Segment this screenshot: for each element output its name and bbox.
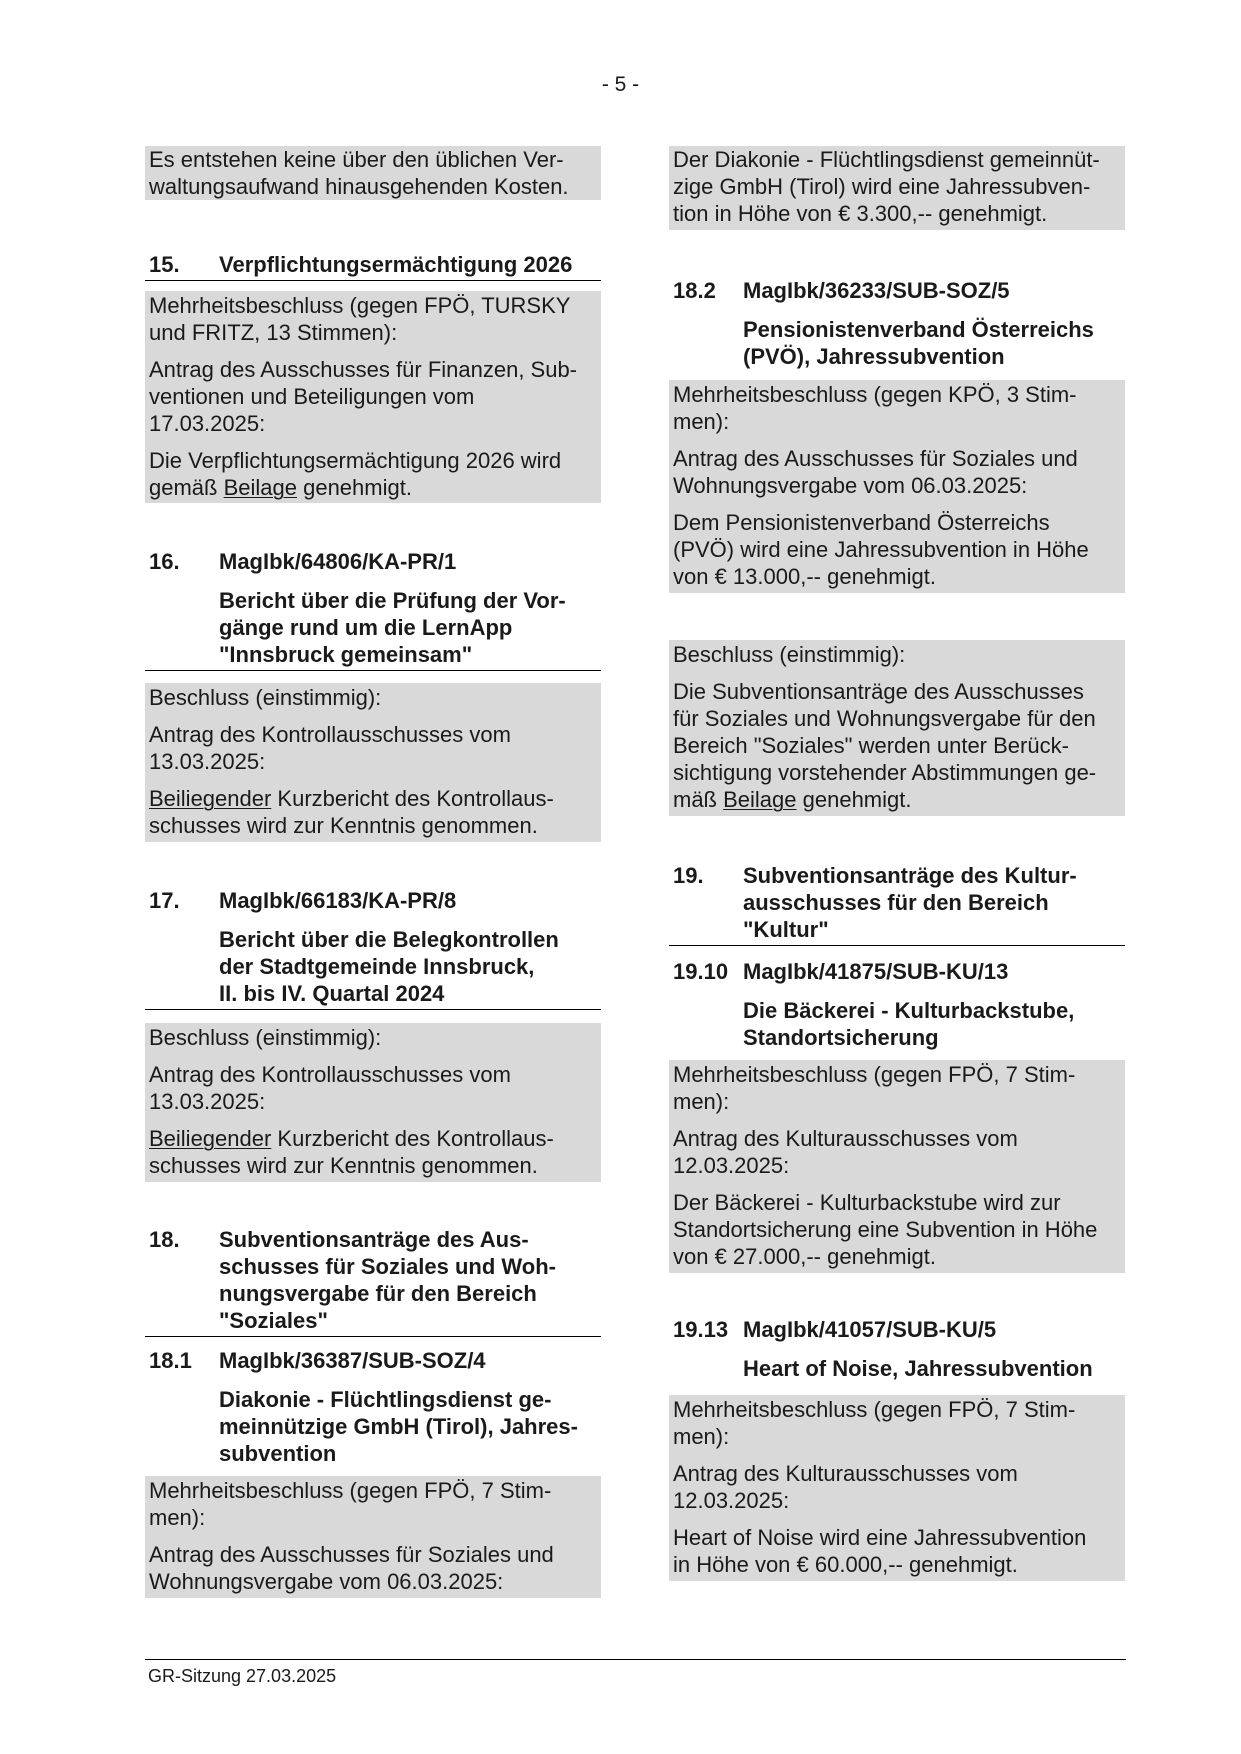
section-18-heading: 18. Subventionsanträge des Aus- schusses für Soziales und Woh- nungsvergabe für den Bereich "Soziales" [145, 1226, 601, 1337]
section-19-10-body [669, 1060, 1125, 1273]
footer-text: GR-Sitzung 27.03.2025 [148, 1666, 337, 1686]
beilage-link[interactable]: Beilage [723, 787, 797, 812]
section-19-10-heading: 19.10 MagIbk/41875/SUB-KU/13 Die Bäckerei - Kulturbackstube, Standortsicherung [673, 959, 1075, 1050]
section-19-10-motion: Antrag des Kulturausschusses vom 12.03.2025: [673, 1126, 1018, 1178]
section-18-1-motion: Antrag des Ausschusses für Soziales und Wohnungsvergabe vom 06.03.2025: [149, 1542, 554, 1594]
section-19-13-vote: Mehrheitsbeschluss (gegen FPÖ, 7 Stim- men): [673, 1397, 1076, 1449]
section-18-2-motion: Antrag des Ausschusses für Soziales und Wohnungsvergabe vom 06.03.2025: [673, 446, 1078, 498]
section-18-2-body [669, 380, 1125, 593]
section-19-10-vote: Mehrheitsbeschluss (gegen FPÖ, 7 Stim- men): [673, 1062, 1076, 1114]
beiliegender-link[interactable]: Beiliegender [149, 1126, 272, 1151]
section-16-motion: Antrag des Kontrollausschusses vom 13.03.2025: [149, 722, 511, 774]
section-15-body [145, 291, 601, 503]
section-19-13-motion: Antrag des Kulturausschusses vom 12.03.2025: [673, 1461, 1018, 1513]
section-19-13-decision: Heart of Noise wird eine Jahressubvention in Höhe von € 60.000,-- genehmigt. [673, 1525, 1087, 1577]
page-footer [145, 1659, 1126, 1687]
section-15-motion: Antrag des Ausschusses für Finanzen, Sub- ventionen und Beteiligungen vom 17.03.2025: [149, 357, 578, 436]
section-16-body [145, 683, 601, 842]
section-19-13-heading: 19.13 MagIbk/41057/SUB-KU/5 Heart of Noise, Jahressubvention [673, 1317, 1093, 1381]
section-17-body [145, 1023, 601, 1182]
section-18-2-decision: Dem Pensionistenverband Österreichs (PVÖ) wird eine Jahressubvention in Höhe von € 13.000,-- genehmigt. [673, 510, 1089, 589]
section-16-decision: Beiliegender Kurzbericht des Kontrollaus- schusses wird zur Kenntnis genommen. [149, 786, 554, 838]
section-17-motion: Antrag des Kontrollausschusses vom 13.03.2025: [149, 1062, 511, 1114]
section-18-1-vote: Mehrheitsbeschluss (gegen FPÖ, 7 Stim- men): [149, 1478, 552, 1530]
section-15-heading: 15. Verpflichtungsermächtigung 2026 [145, 251, 601, 281]
section-18-summary [669, 640, 1125, 816]
intro-text: Es entstehen keine über den üblichen Ver- waltungsaufwand hinausgehenden Kosten. [145, 146, 601, 200]
section-18-1-body [145, 1476, 601, 1598]
section-16-vote: Beschluss (einstimmig): [149, 685, 382, 710]
section-18-2-heading: 18.2 MagIbk/36233/SUB-SOZ/5 Pensionistenverband Österreichs (PVÖ), Jahressubvention [673, 278, 1094, 369]
section-19-10-decision: Der Bäckerei - Kulturbackstube wird zur Standortsicherung eine Subvention in Höhe von € 27.000,-- genehmigt. [673, 1190, 1098, 1269]
beiliegender-link[interactable]: Beiliegender [149, 786, 272, 811]
section-19-13-body [669, 1395, 1125, 1581]
beilage-link[interactable]: Beilage [223, 475, 297, 500]
section-15-vote: Mehrheitsbeschluss (gegen FPÖ, TURSKY und FRITZ, 13 Stimmen): [149, 293, 571, 345]
section-17-decision: Beiliegender Kurzbericht des Kontrollaus- schusses wird zur Kenntnis genommen. [149, 1126, 554, 1178]
section-18-2-vote: Mehrheitsbeschluss (gegen KPÖ, 3 Stim- men): [673, 382, 1077, 434]
section-17-vote: Beschluss (einstimmig): [149, 1025, 382, 1050]
section-16-heading: 16. MagIbk/64806/KA-PR/1 Bericht über die Prüfung der Vor- gänge rund um die LernApp "Innsbruck gemeinsam" [145, 548, 601, 671]
section-18-1-decision: Der Diakonie - Flüchtlingsdienst gemeinnüt- zige GmbH (Tirol) wird eine Jahressubven- tion in Höhe von € 3.300,-- genehmigt. [669, 146, 1125, 230]
section-19-heading: 19. Subventionsanträge des Kultur- ausschusses für den Bereich "Kultur" [669, 862, 1125, 946]
section-18-summary-vote: Beschluss (einstimmig): [673, 642, 906, 667]
page-number: - 5 - [601, 73, 640, 96]
section-18-summary-decision: Die Subventionsanträge des Ausschusses für Soziales und Wohnungsvergabe für den Bereich "Soziales" werden unter Berück- sichtigung vorstehender Abstimmungen ge- mäß Beilage genehmigt. [673, 679, 1097, 812]
section-15-decision: Die Verpflichtungsermächtigung 2026 wird gemäß Beilage genehmigt. [149, 448, 562, 500]
section-17-heading: 17. MagIbk/66183/KA-PR/8 Bericht über die Belegkontrollen der Stadtgemeinde Innsbruck, II. bis IV. Quartal 2024 [145, 887, 601, 1010]
section-18-1-heading: 18.1 MagIbk/36387/SUB-SOZ/4 Diakonie - Flüchtlingsdienst ge- meinnützige GmbH (Tirol), Jahres- subvention [149, 1348, 578, 1466]
